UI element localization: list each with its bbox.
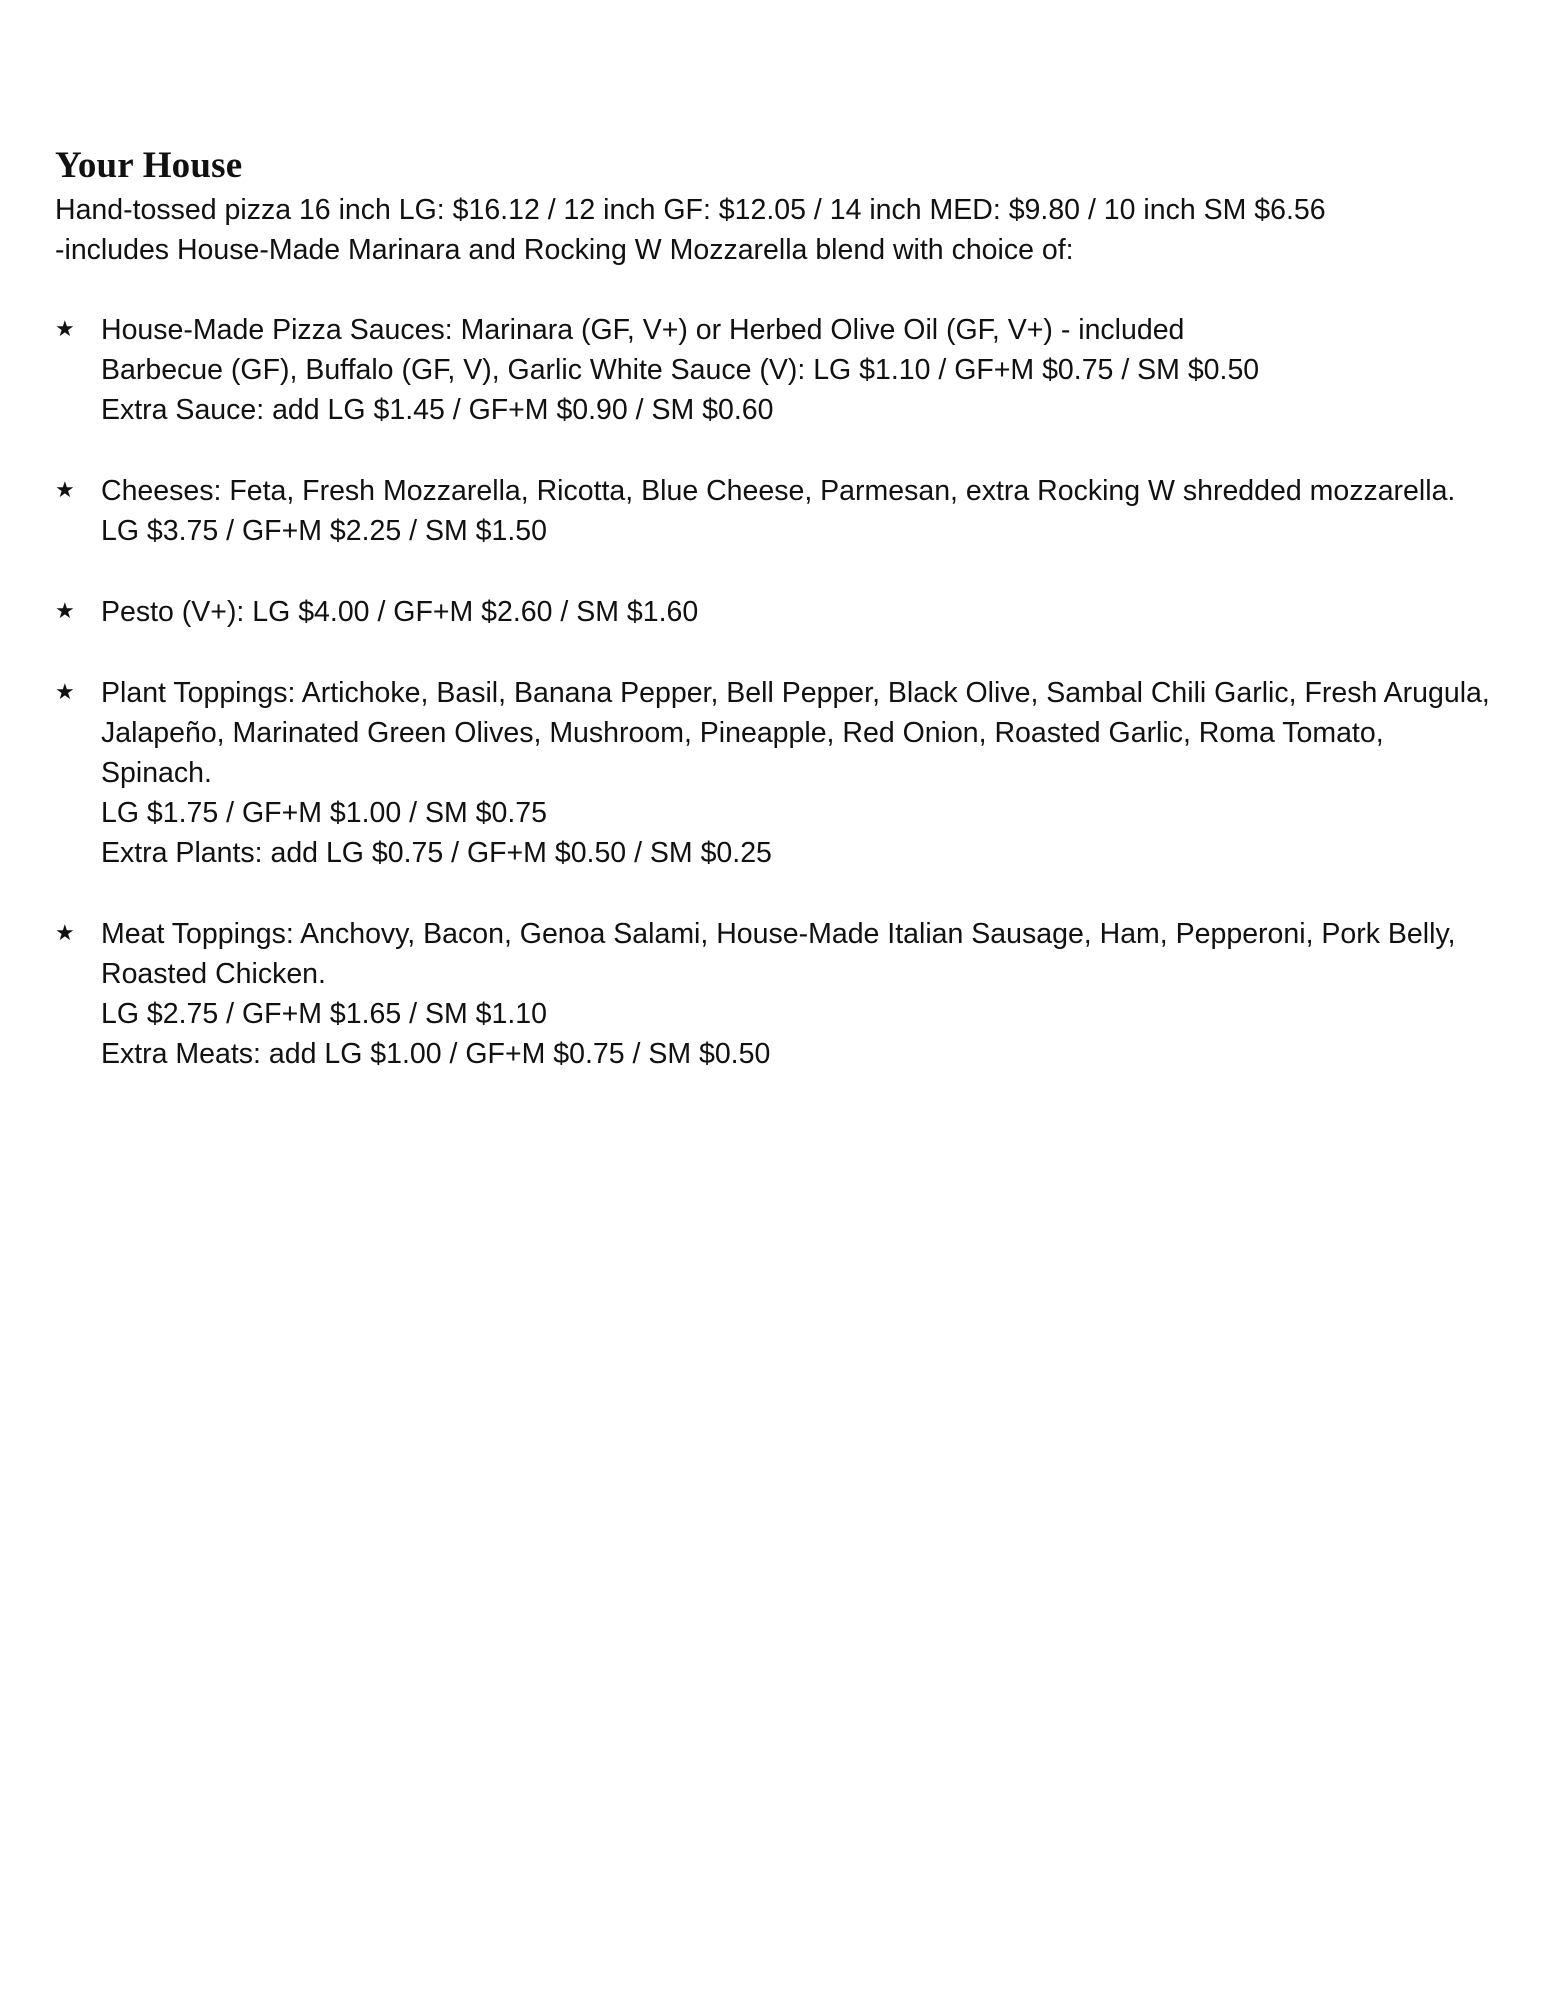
star-icon: ★ [55, 478, 75, 503]
option-extra: Extra Plants: add LG $0.75 / GF+M $0.50 / SM $0.25 [101, 837, 772, 869]
option-pesto [55, 592, 1495, 632]
option-cheeses [55, 471, 1495, 551]
option-sauces [55, 310, 1495, 430]
star-icon: ★ [55, 599, 75, 624]
menu-page [55, 144, 1495, 1115]
option-plant-toppings [55, 673, 1495, 873]
option-price: LG $3.75 / GF+M $2.25 / SM $1.50 [101, 515, 547, 547]
option-description: Cheeses: Feta, Fresh Mozzarella, Ricotta, Blue Cheese, Parmesan, extra Rocking W shredded mozzarella. [101, 475, 1456, 507]
options-list [55, 310, 1495, 1074]
intro-includes: -includes House-Made Marinara and Rocking W Mozzarella blend with choice of: [55, 234, 1074, 266]
option-extra: Extra Meats: add LG $1.00 / GF+M $0.75 / SM $0.50 [101, 1038, 771, 1070]
option-description: Meat Toppings: Anchovy, Bacon, Genoa Salami, House-Made Italian Sausage, Ham, Pepperoni, Pork Belly, Roasted Chicken. [101, 918, 1456, 990]
option-meat-toppings [55, 914, 1495, 1074]
star-icon: ★ [55, 680, 75, 705]
option-price: Barbecue (GF), Buffalo (GF, V), Garlic White Sauce (V): LG $1.10 / GF+M $0.75 / SM $0.50 [101, 354, 1260, 386]
star-icon: ★ [55, 317, 75, 342]
section-title: Your House [55, 145, 243, 186]
option-description: Pesto (V+): LG $4.00 / GF+M $2.60 / SM $1.60 [101, 596, 699, 628]
option-description: Plant Toppings: Artichoke, Basil, Banana Pepper, Bell Pepper, Black Olive, Sambal Chili Garlic, Fresh Arugula, Jalapeño, Marinated Green Olives, Mushroom, Pineapple, Red Onion, Roasted Garlic, Roma Tomato, Spinach. [101, 677, 1490, 789]
intro [55, 190, 1495, 270]
intro-sizes-prices: Hand-tossed pizza 16 inch LG: $16.12 / 12 inch GF: $12.05 / 14 inch MED: $9.80 / 10 inch SM $6.56 [55, 194, 1326, 226]
option-description: House-Made Pizza Sauces: Marinara (GF, V+) or Herbed Olive Oil (GF, V+) - included [101, 314, 1185, 346]
option-price: LG $2.75 / GF+M $1.65 / SM $1.10 [101, 998, 547, 1030]
star-icon: ★ [55, 921, 75, 946]
option-price: LG $1.75 / GF+M $1.00 / SM $0.75 [101, 797, 547, 829]
option-extra: Extra Sauce: add LG $1.45 / GF+M $0.90 / SM $0.60 [101, 394, 774, 426]
